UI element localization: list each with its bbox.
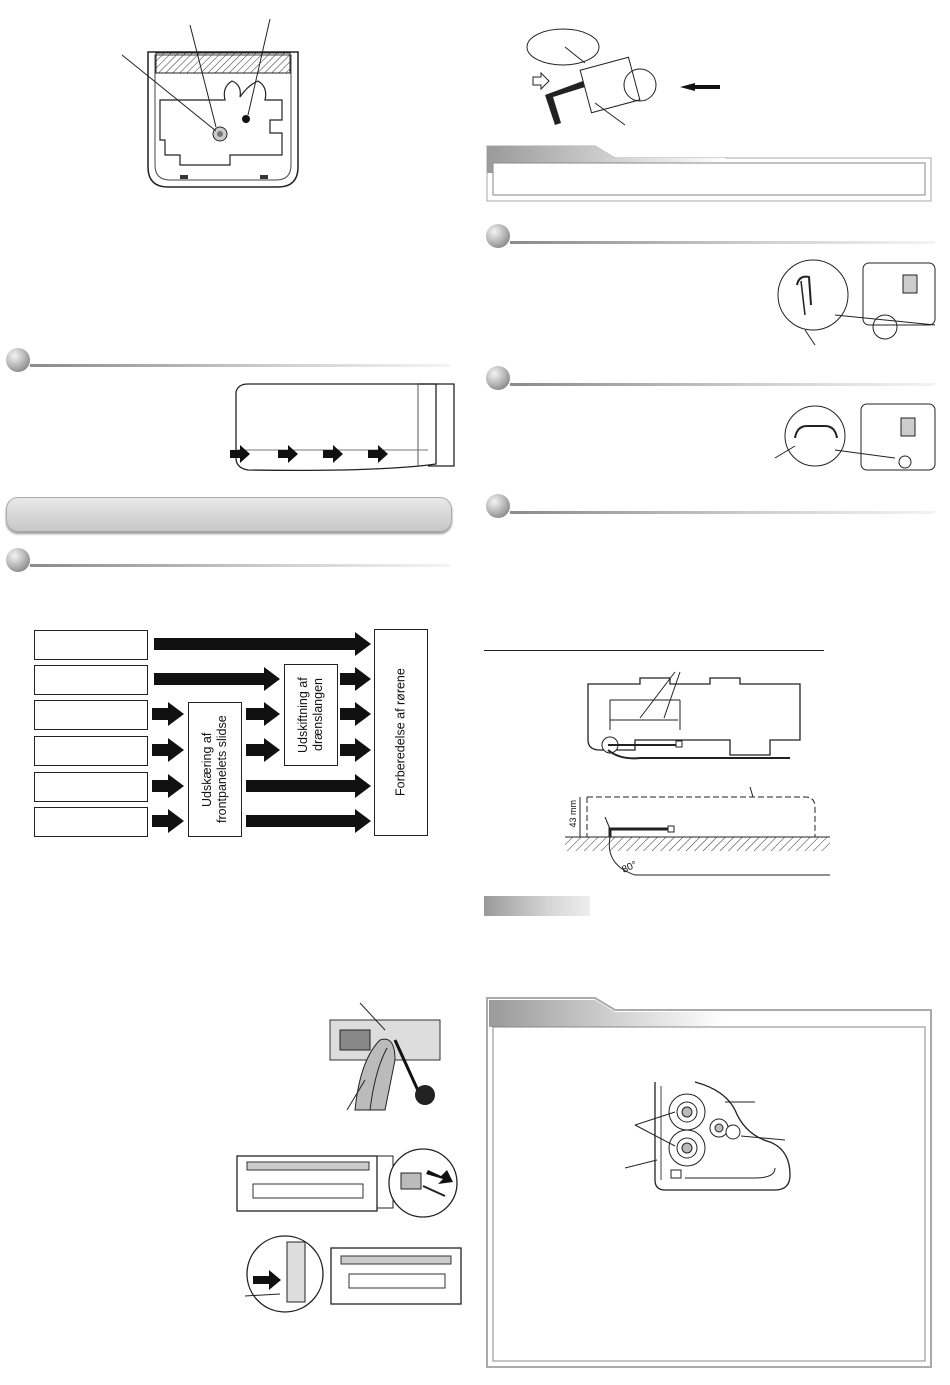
separator-line <box>484 650 824 651</box>
pipe-cut-figure <box>325 1000 455 1110</box>
pipe-elevation-figure <box>565 785 835 885</box>
drain-hose-install-figure <box>245 1234 465 1314</box>
drain-hose-figure <box>233 1148 458 1223</box>
flow-step3-label: Forberedelse af rørene <box>393 668 408 797</box>
section-rule <box>510 383 935 386</box>
flow-step2-line2: drænslangen <box>311 678 325 752</box>
pipe-routing-figure <box>580 670 810 770</box>
bolt-wrench-figure <box>525 25 735 135</box>
right-unit-figure-1 <box>775 255 940 350</box>
tab-header-frame <box>485 143 935 203</box>
section-bullet <box>486 224 510 248</box>
flow-step1-line1: Udskæring af <box>200 732 214 807</box>
section-bullet <box>486 366 510 390</box>
flow-step2-line1: Udskiftning af <box>296 677 310 753</box>
angle-dimension: 80° <box>620 859 639 876</box>
section-bullet <box>486 494 510 518</box>
right-unit-figure-2 <box>775 398 940 478</box>
pipe-cross-section-figure <box>625 1080 795 1195</box>
note-tab <box>484 896 590 916</box>
flow-step1-line2: frontpanelets slidse <box>215 715 229 824</box>
section-rule <box>510 511 935 514</box>
section-rule <box>510 241 935 244</box>
height-dimension: 43 mm <box>568 800 578 828</box>
